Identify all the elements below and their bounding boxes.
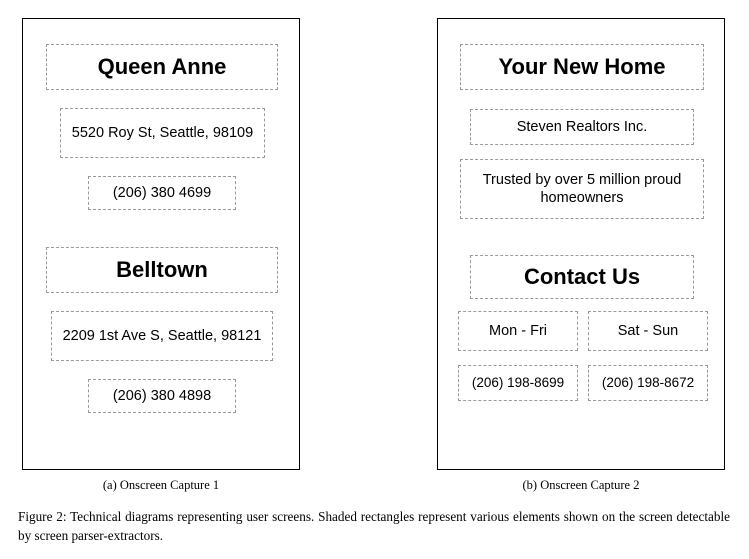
- screen-b-element-tagline: Trusted by over 5 million proud homeowners: [460, 159, 704, 219]
- screen-a-content: [23, 19, 299, 469]
- figure-caption-label: Figure 2:: [18, 509, 67, 524]
- onscreen-capture-2-frame: [437, 18, 725, 470]
- screen-b-element-phone-weekday: (206) 198-8699: [458, 365, 578, 401]
- figure-caption: [18, 508, 730, 545]
- screen-a-element-phone-1: (206) 380 4699: [88, 176, 236, 210]
- screen-a-element-title-queen-anne: Queen Anne: [46, 44, 278, 90]
- screen-a-element-address-2: 2209 1st Ave S, Seattle, 98121: [51, 311, 273, 361]
- screen-b-element-company-name: Steven Realtors Inc.: [470, 109, 694, 145]
- subcaption-b: (b) Onscreen Capture 2: [522, 478, 640, 492]
- screen-b-content: [438, 19, 724, 469]
- figure-caption-text: Technical diagrams representing user screens. Shaded rectangles represent various elements shown on the screen detectable by screen parser-extractors.: [18, 509, 730, 543]
- screen-b-element-phone-weekend: (206) 198-8672: [588, 365, 708, 401]
- screen-b-element-title-your-new-home: Your New Home: [460, 44, 704, 90]
- screen-b-element-hours-weekend: Sat - Sun: [588, 311, 708, 351]
- screen-b-element-hours-weekday: Mon - Fri: [458, 311, 578, 351]
- screen-a-element-address-1: 5520 Roy St, Seattle, 98109: [60, 108, 265, 158]
- subcaption-a: (a) Onscreen Capture 1: [102, 478, 220, 492]
- screen-a-element-title-belltown: Belltown: [46, 247, 278, 293]
- screen-b-element-title-contact-us: Contact Us: [470, 255, 694, 299]
- screen-a-element-phone-2: (206) 380 4898: [88, 379, 236, 413]
- onscreen-capture-1-frame: [22, 18, 300, 470]
